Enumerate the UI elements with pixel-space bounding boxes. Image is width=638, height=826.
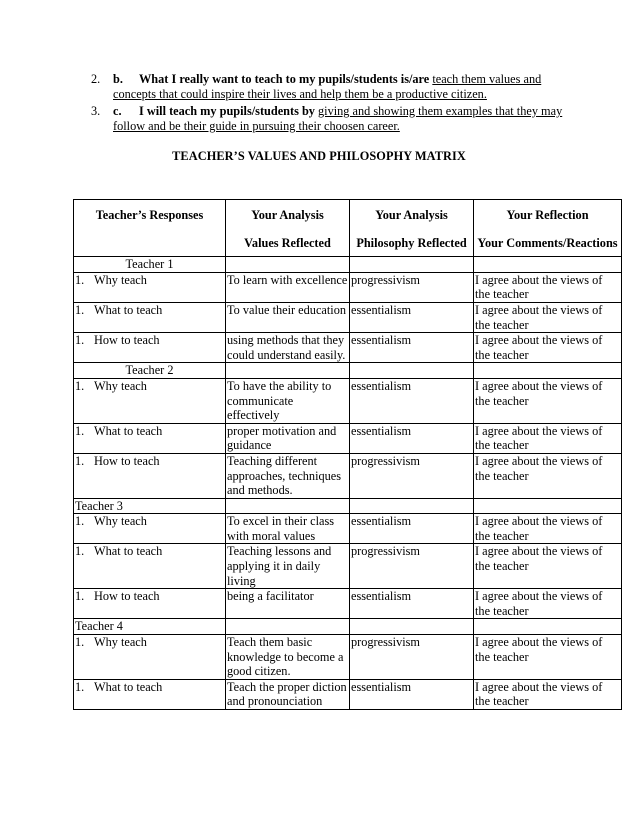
response-cell: [74, 423, 226, 453]
teacher-group-row: [74, 257, 622, 273]
list-number: 1.: [75, 302, 85, 317]
comment-cell: I agree about the views of the teacher: [474, 423, 622, 453]
list-number: 1.: [75, 333, 85, 348]
teacher-group-row: [74, 498, 622, 514]
list-number: 1.: [75, 679, 85, 694]
philosophy-cell: essentialism: [350, 302, 474, 332]
table-body: [74, 257, 622, 710]
values-reflected-cell: Teaching lessons and applying it in daily living: [226, 544, 350, 589]
header-sublabel: Values Reflected: [244, 235, 331, 250]
response-cell: [74, 635, 226, 680]
item-question: What I really want to teach to my pupils/students is/are: [139, 72, 430, 86]
header-label: Your Reflection: [506, 208, 589, 222]
empty-cell: [226, 498, 350, 514]
empty-cell: [350, 257, 474, 273]
comment-cell: I agree about the views of the teacher: [474, 514, 622, 544]
response-question: Why teach: [94, 635, 147, 650]
table-row: [74, 333, 622, 363]
response-question: How to teach: [94, 333, 160, 348]
list-number: 1.: [75, 423, 85, 438]
comment-cell: I agree about the views of the teacher: [474, 378, 622, 423]
response-question: What to teach: [94, 423, 163, 438]
philosophy-cell: essentialism: [350, 378, 474, 423]
values-reflected-cell: Teaching different approaches, techniques and methods.: [226, 453, 350, 498]
table-header-row: [74, 200, 622, 257]
comment-cell: I agree about the views of the teacher: [474, 272, 622, 302]
values-reflected-cell: using methods that they could understand easily.: [226, 333, 350, 363]
header-label: Teacher’s Responses: [95, 208, 204, 222]
table-row: [74, 679, 622, 709]
empty-cell: [226, 257, 350, 273]
values-reflected-cell: Teach the proper diction and pronounciation: [226, 679, 350, 709]
response-cell: [74, 378, 226, 423]
teacher-label: Teacher 1: [74, 257, 226, 273]
list-number: 1.: [75, 514, 85, 529]
table-row: [74, 544, 622, 589]
list-number: 1.: [75, 453, 85, 468]
values-reflected-cell: To value their education: [226, 302, 350, 332]
item-answer: teach them values and concepts that could inspire their lives and help them be a productive citizen.: [113, 72, 542, 102]
comment-cell: I agree about the views of the teacher: [474, 453, 622, 498]
empty-cell: [474, 498, 622, 514]
empty-cell: [350, 363, 474, 379]
item-letter: c.: [113, 104, 122, 118]
comment-cell: I agree about the views of the teacher: [474, 302, 622, 332]
response-cell: [74, 589, 226, 619]
values-reflected-cell: To learn with excellence: [226, 272, 350, 302]
header-reflection: [474, 200, 622, 257]
response-question: What to teach: [94, 302, 163, 317]
item-number: 2.: [91, 72, 101, 86]
list-number: 1.: [75, 272, 85, 287]
empty-cell: [226, 619, 350, 635]
empty-cell: [350, 619, 474, 635]
teacher-label: Teacher 3: [74, 498, 226, 514]
comment-cell: I agree about the views of the teacher: [474, 333, 622, 363]
response-cell: [74, 272, 226, 302]
philosophy-cell: essentialism: [350, 514, 474, 544]
comment-cell: I agree about the views of the teacher: [474, 589, 622, 619]
values-reflected-cell: To have the ability to communicate effectively: [226, 378, 350, 423]
table-row: [74, 423, 622, 453]
comment-cell: I agree about the views of the teacher: [474, 635, 622, 680]
response-cell: [74, 679, 226, 709]
teacher-group-row: [74, 619, 622, 635]
table-row: [74, 635, 622, 680]
response-cell: [74, 514, 226, 544]
item-body: [113, 72, 563, 102]
response-question: How to teach: [94, 589, 160, 604]
response-question: Why teach: [94, 514, 147, 529]
item-question: I will teach my pupils/students by: [139, 104, 315, 118]
philosophy-cell: progressivism: [350, 635, 474, 680]
table-row: [74, 272, 622, 302]
header-teacher-responses: [74, 200, 226, 257]
teacher-label: Teacher 4: [74, 619, 226, 635]
values-reflected-cell: To excel in their class with moral values: [226, 514, 350, 544]
philosophy-cell: progressivism: [350, 272, 474, 302]
values-reflected-cell: Teach them basic knowledge to become a good citizen.: [226, 635, 350, 680]
empty-cell: [350, 498, 474, 514]
table-row: [74, 378, 622, 423]
item-answer: giving and showing them examples that they may follow and be their guide in pursuing their choosen career.: [113, 104, 563, 134]
header-philosophy-reflected: [350, 200, 474, 257]
response-question: How to teach: [94, 453, 160, 468]
response-question: What to teach: [94, 679, 163, 694]
values-philosophy-matrix: [73, 199, 622, 710]
response-cell: [74, 333, 226, 363]
comment-cell: I agree about the views of the teacher: [474, 544, 622, 589]
header-sublabel: Philosophy Reflected: [356, 235, 467, 250]
list-number: 1.: [75, 635, 85, 650]
values-reflected-cell: proper motivation and guidance: [226, 423, 350, 453]
table-row: [74, 453, 622, 498]
response-cell: [74, 544, 226, 589]
table-row: [74, 589, 622, 619]
item-letter: b.: [113, 72, 123, 86]
philosophy-cell: progressivism: [350, 544, 474, 589]
list-number: 1.: [75, 589, 85, 604]
response-question: Why teach: [94, 378, 147, 393]
response-question: What to teach: [94, 544, 163, 559]
empty-cell: [474, 363, 622, 379]
philosophy-cell: essentialism: [350, 423, 474, 453]
philosophy-cell: essentialism: [350, 679, 474, 709]
response-cell: [74, 453, 226, 498]
response-cell: [74, 302, 226, 332]
item-number: 3.: [91, 104, 101, 118]
header-label: Your Analysis: [251, 208, 324, 222]
teacher-label: Teacher 2: [74, 363, 226, 379]
philosophy-cell: essentialism: [350, 333, 474, 363]
table-row: [74, 514, 622, 544]
header-sublabel: Your Comments/Reactions: [477, 235, 618, 250]
teacher-group-row: [74, 363, 622, 379]
table-row: [74, 302, 622, 332]
list-number: 1.: [75, 544, 85, 559]
comment-cell: I agree about the views of the teacher: [474, 679, 622, 709]
empty-cell: [226, 363, 350, 379]
matrix-title: TEACHER’S VALUES AND PHILOSOPHY MATRIX: [172, 149, 466, 163]
empty-cell: [474, 257, 622, 273]
values-reflected-cell: being a facilitator: [226, 589, 350, 619]
philosophy-cell: progressivism: [350, 453, 474, 498]
empty-cell: [474, 619, 622, 635]
item-body: [113, 104, 563, 134]
response-question: Why teach: [94, 272, 147, 287]
list-number: 1.: [75, 378, 85, 393]
header-label: Your Analysis: [375, 208, 448, 222]
header-values-reflected: [226, 200, 350, 257]
philosophy-cell: essentialism: [350, 589, 474, 619]
